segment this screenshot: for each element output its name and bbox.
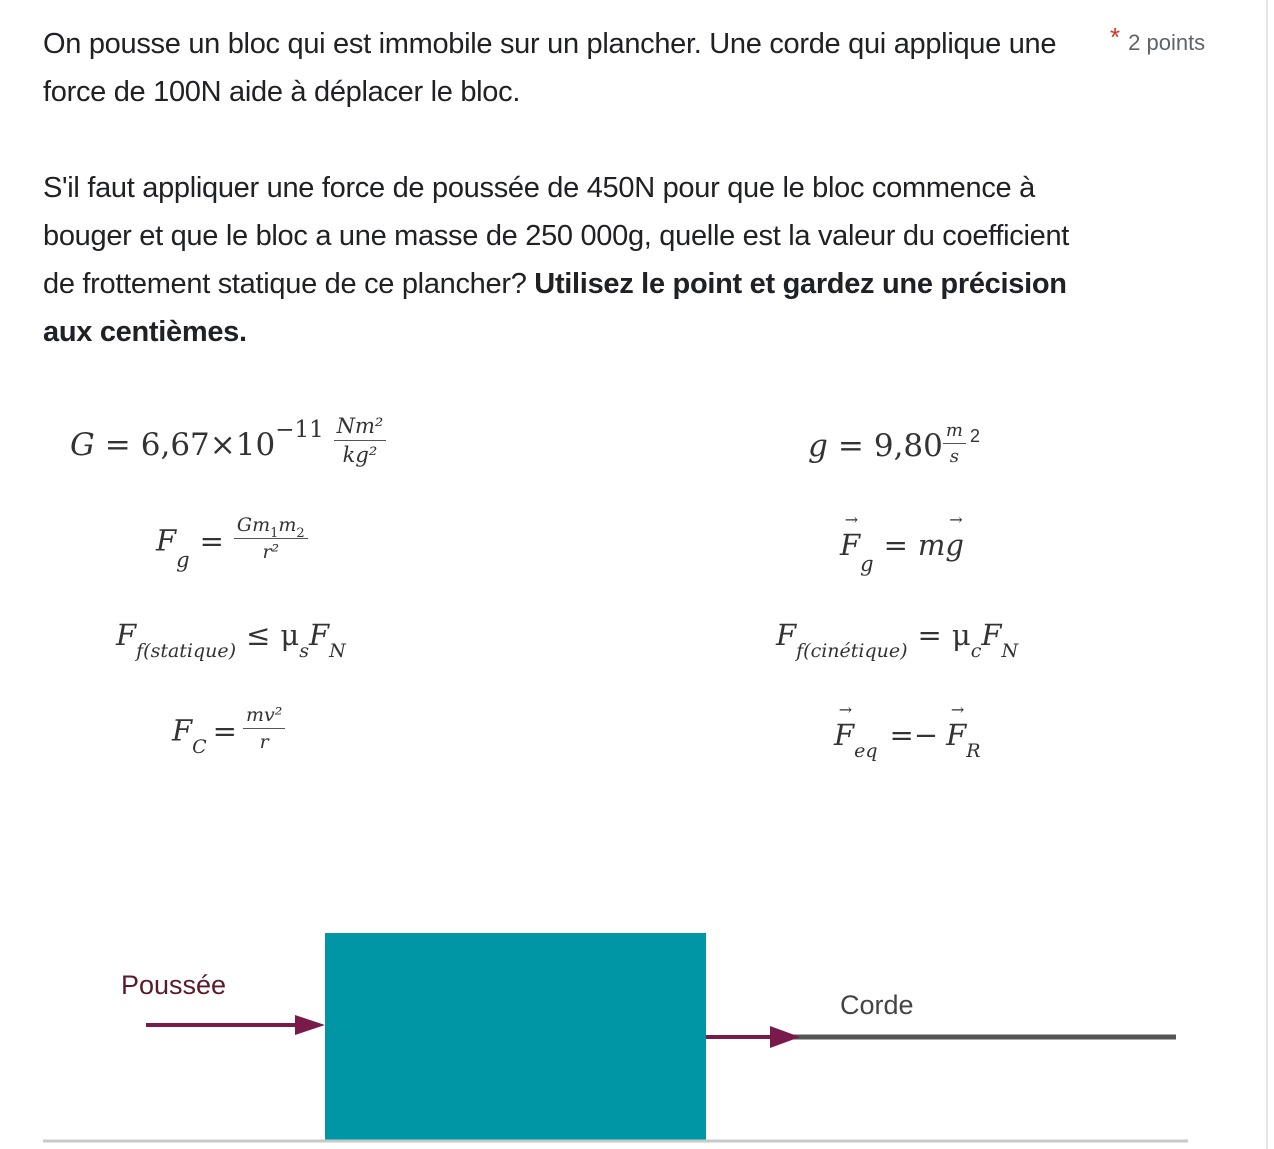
vector-symbol: → F [946,718,966,752]
formula-fraction [243,704,285,753]
question-body-bold: Utilisez le point et gardez une précision aux centièmes. [43,268,1067,348]
formula-gravitational-force [156,514,308,572]
equals-sign: = [917,618,942,652]
rope-label: Corde [840,990,914,1020]
numerator-part: Gm [236,514,271,536]
rope-arrow-head [770,1026,800,1048]
force-diagram [0,900,1274,1149]
points-badge [1110,22,1206,57]
formula-gravitational-constant [70,414,386,473]
fraction-numerator: mv² [243,704,285,729]
formula-unit-fraction [334,414,387,467]
numerator-subscript: 2 [296,526,305,541]
formula-subscript: f(cinétique) [796,640,908,662]
formula-centripetal-force [172,704,285,758]
block [325,933,706,1142]
formula-equilibrium-force [834,718,981,762]
formula-value: 9,80 [873,428,943,464]
formula-gravity-acceleration [808,420,980,471]
mu-symbol: μ [951,618,971,652]
question-text [43,20,1103,356]
formula-static-friction [116,618,346,662]
points-value: 2 points [1128,30,1206,55]
push-label: Poussée [121,970,227,1000]
equals-sign: = [199,523,224,558]
equals-sign: = [212,713,237,748]
formula-subscript: g [176,547,190,572]
question-body-normal: S'il faut appliquer une force de poussée de 450N pour que le bloc commence à bouger et que le bloc a une masse de 250 000g, quelle est la valeur du coefficient de frottement statique de ce plancher? [43,172,1070,300]
question-intro: On pousse un bloc qui est immobile sur un plancher. Une corde qui applique une force de 100N aide à déplacer le bloc. [43,28,1057,108]
question-body [43,164,1103,356]
fraction-denominator: r [259,731,269,753]
formula-term: m [917,528,946,562]
formula-exponent: 2 [969,426,980,446]
required-asterisk: * [1110,22,1121,52]
diagram-canvas [0,900,1274,1149]
push-arrow-head [295,1015,325,1035]
numerator-part: m [278,514,297,536]
formula-symbol: F [116,618,137,652]
vector-symbol: → F [834,718,854,752]
formula-unit-fraction [943,420,966,467]
formula-symbol: g [808,428,828,464]
mu-symbol: μ [280,618,300,652]
formula-subscript: s [299,640,309,662]
formula-subscript: f(statique) [136,640,237,662]
fraction-denominator: kg² [342,443,378,467]
formula-symbol: F [981,618,1002,652]
equals-sign: = [883,528,908,562]
formula-subscript: N [1001,640,1019,662]
fraction-denominator: s [949,446,960,467]
formula-kinetic-friction [776,618,1019,662]
formula-subscript: eq [854,740,878,762]
fraction-numerator: Nm² [334,414,387,441]
formula-symbol: F [309,618,330,652]
equals-minus-sign: =− [889,718,939,752]
numerator-subscript: 1 [270,526,279,541]
formula-subscript: C [192,735,207,758]
vector-symbol: → g [945,528,964,562]
fraction-denominator: r² [262,541,280,563]
formula-fraction [234,514,308,563]
inequality-sign: ≤ [246,618,271,652]
formula-symbol: G [70,427,95,463]
equals-sign: = [837,428,864,464]
formula-subscript: N [329,640,346,662]
fraction-numerator [234,514,308,539]
formula-symbol: F [172,713,193,748]
formula-value: 6,67×10 [140,427,276,463]
formula-exponent: −11 [275,417,324,443]
formula-subscript: c [970,640,982,662]
equals-sign: = [104,427,131,463]
formula-subscript: g [860,552,874,576]
formula-symbol: F [776,618,797,652]
fraction-numerator: m [943,420,966,444]
formula-subscript: R [966,740,981,762]
formula-symbol: F [156,523,177,558]
formula-weight [840,528,964,576]
vector-symbol: → F [840,528,860,562]
